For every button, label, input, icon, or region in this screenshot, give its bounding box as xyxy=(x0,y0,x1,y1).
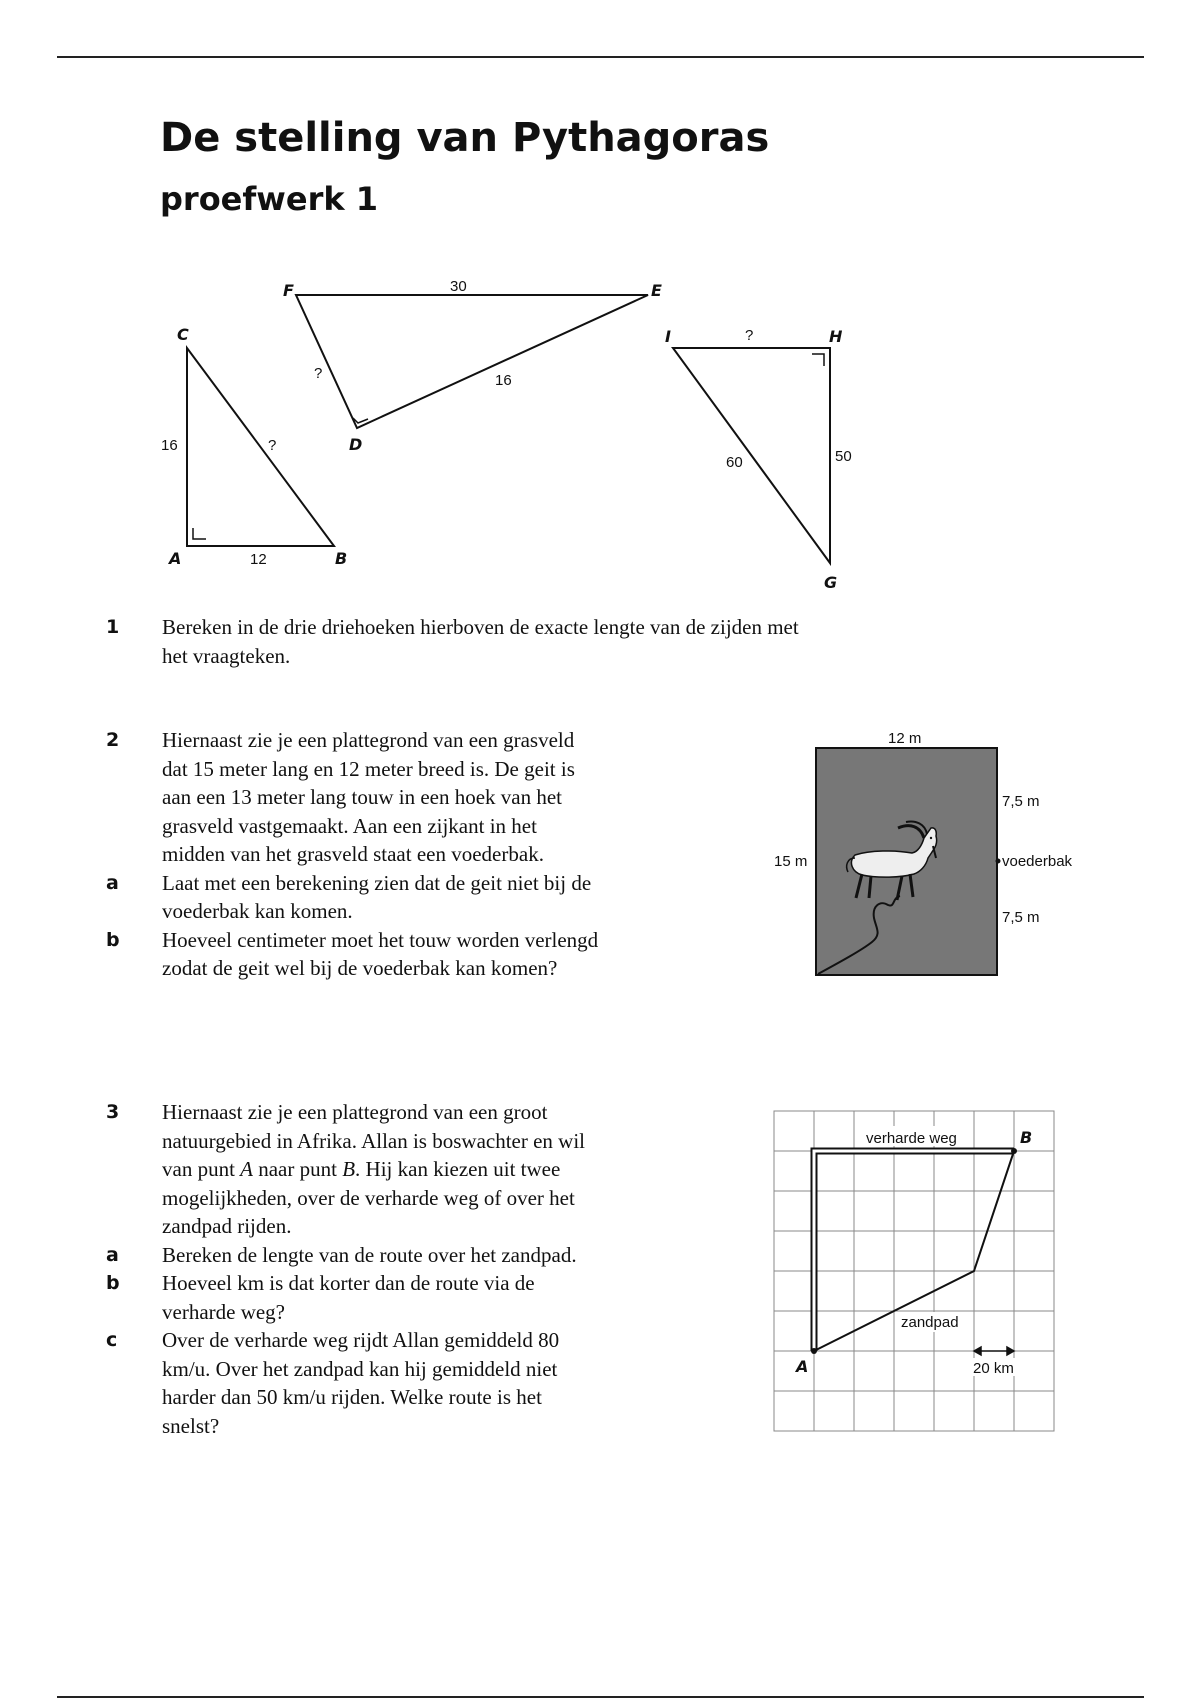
question-2a-label: a xyxy=(106,871,119,894)
question-3c-label: c xyxy=(106,1329,118,1351)
label-c: C xyxy=(177,325,189,344)
q3-point-a: A xyxy=(240,1157,253,1181)
trough-label: voederbak xyxy=(1002,853,1073,870)
question-2b-label: b xyxy=(106,928,120,951)
field-width-label: 12 m xyxy=(888,730,922,747)
page-subtitle: proefwerk 1 xyxy=(160,180,379,218)
map-label-b: B xyxy=(1020,1128,1033,1147)
q3-intro-part-2: naar punt xyxy=(252,1157,343,1181)
point-a-marker xyxy=(811,1348,817,1354)
field-height-label: 15 m xyxy=(774,853,808,870)
question-3b-text: Hoeveel km is dat korter dan de route via de verharde weg? xyxy=(162,1271,535,1324)
scale-arrow xyxy=(974,1347,1014,1355)
label-i: I xyxy=(665,327,671,346)
side-de-label: 16 xyxy=(495,372,512,389)
upper-half-label: 7,5 m xyxy=(1002,793,1040,810)
label-d: D xyxy=(349,435,363,454)
page-title: De stelling van Pythagoras xyxy=(160,115,770,161)
path-label: zandpad xyxy=(901,1314,959,1331)
q3-point-b: B xyxy=(342,1157,356,1181)
question-2b-text: Hoeveel centimeter moet het touw worden verlengd zodat de geit wel bij de voederbak kan komen? xyxy=(162,927,599,980)
side-ih-label: ? xyxy=(745,327,754,344)
q3-intro-part-1: Hiernaast zie je een plattegrond van een groot natuurgebied in Afrika. Allan is boswachter en wil van punt xyxy=(162,1100,586,1181)
map-label-a: A xyxy=(796,1357,809,1376)
bottom-rule xyxy=(57,1696,1144,1698)
side-hg-label: 50 xyxy=(835,448,852,465)
label-e: E xyxy=(651,281,662,300)
scale-label: 20 km xyxy=(973,1360,1014,1377)
question-2-intro: Hiernaast zie je een plattegrond van een grasveld dat 15 meter lang en 12 meter breed is. De geit is aan een 13 meter lang touw in een hoek van het grasveld vastgemaakt. Aan een zijkant in het midden van het grasveld staat een voederbak. xyxy=(162,728,575,866)
side-ig-label: 60 xyxy=(726,454,743,471)
question-2a-text: Laat met een berekening zien dat de geit niet bij de voederbak kan komen. xyxy=(162,870,592,923)
road-label: verharde weg xyxy=(866,1130,957,1147)
label-g: G xyxy=(824,573,838,592)
question-3-number: 3 xyxy=(106,1101,120,1123)
question-1-text: Bereken in de drie driehoeken hierboven de exacte lengte van de zijden met het vraagteken. xyxy=(162,615,799,668)
side-fd-label: ? xyxy=(314,365,323,382)
question-3c-text: Over de verharde weg rijdt Allan gemiddeld 80 km/u. Over het zandpad kan hij gemiddeld niet harder dan 50 km/u rijden. Welke route is het snelst? xyxy=(162,1328,560,1438)
side-bc-label: ? xyxy=(268,437,277,454)
point-b-marker xyxy=(1011,1148,1017,1154)
question-2-number: 2 xyxy=(106,729,120,751)
q3-intro-part-3: . Hij kan kiezen uit twee mogelijkheden, over de verharde weg of over het zandpad rijden. xyxy=(162,1157,575,1238)
side-ac-label: 16 xyxy=(161,437,178,454)
label-h: H xyxy=(829,327,843,346)
label-f: F xyxy=(283,281,294,300)
question-3b-label: b xyxy=(106,1272,120,1294)
question-1-number: 1 xyxy=(106,616,120,638)
side-ab-label: 12 xyxy=(250,551,267,568)
question-3a-label: a xyxy=(106,1243,119,1266)
label-a: A xyxy=(169,549,182,568)
lower-half-label: 7,5 m xyxy=(1002,909,1040,926)
side-fe-label: 30 xyxy=(450,278,467,295)
label-b: B xyxy=(335,549,348,568)
question-3a-text: Bereken de lengte van de route over het zandpad. xyxy=(162,1242,577,1267)
